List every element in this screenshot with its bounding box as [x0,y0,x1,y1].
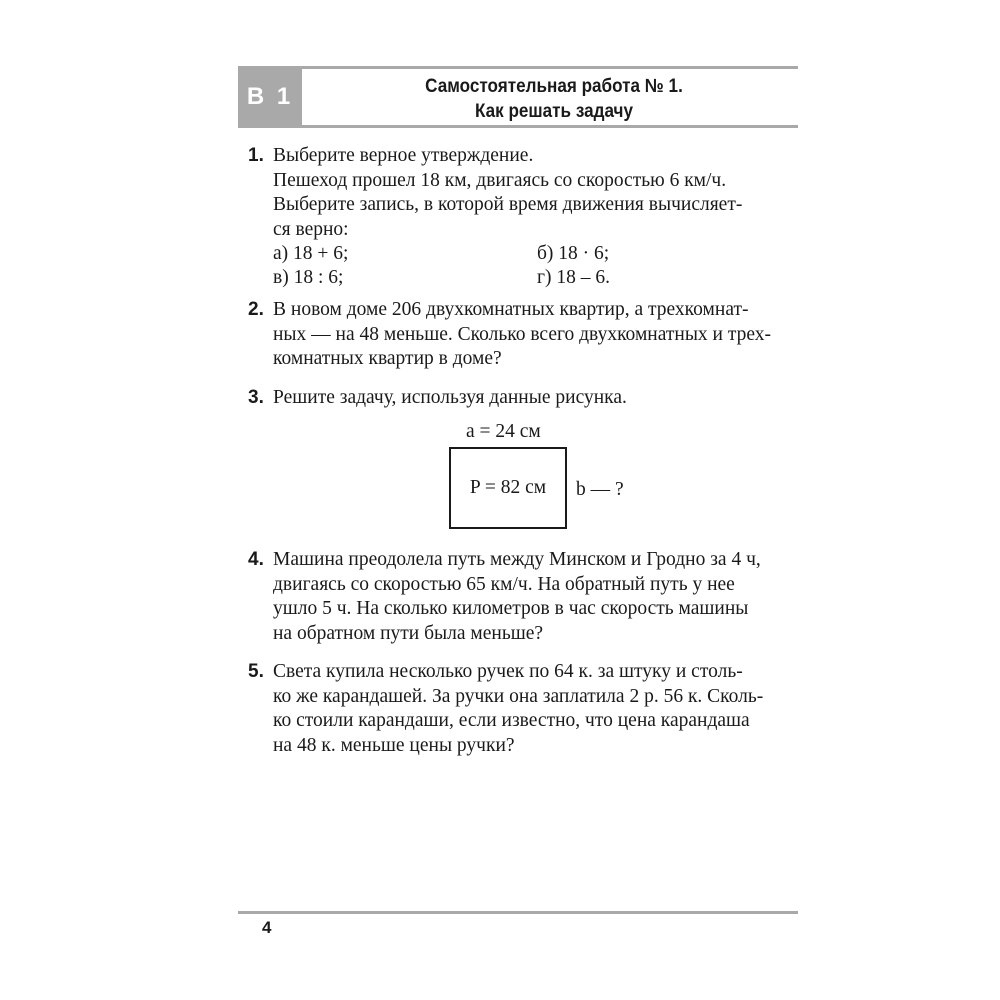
variant-badge: В 1 [238,66,302,128]
task-number: 2. [248,299,264,320]
task-line: на обратном пути была меньше? [273,622,544,644]
task-line: комнатных квартир в доме? [273,348,502,369]
task-number: 3. [248,387,264,408]
page-number: 4 [262,918,272,937]
task-line: двигаясь со скоростью 65 км/ч. На обратный путь у нее [273,573,735,595]
task-number: 5. [248,661,264,682]
task-line: ушло 5 ч. На сколько километров в час скорость машины [273,598,749,619]
task-number: 1. [248,145,264,166]
task-line: Машина преодолела путь между Минском и Гродно за 4 ч, [273,549,761,570]
task-line: Выберите запись, в которой время движения вычисляет- [273,194,743,215]
title-line-2: Как решать задачу [474,101,633,122]
title-line-1: Самостоятельная работа № 1. [425,76,683,97]
header-bottom-rule [302,125,798,128]
option-v: в) 18 : 6; [273,267,344,288]
task-text [273,660,801,758]
footer-rule [238,911,798,914]
task-line: ко стоили карандаши, если известно, что цена карандаша [273,710,750,731]
page-title [334,74,773,124]
task-line: ся верно: [273,218,349,240]
side-a-label: a = 24 см [466,421,541,442]
option-g: г) 18 – 6. [537,267,610,288]
option-a: а) 18 + 6; [273,243,349,264]
task-line: Света купила несколько ручек по 64 к. за штуку и столь- [273,661,743,682]
rectangle-figure [449,447,567,529]
perimeter-label: P = 82 см [469,477,547,498]
task-text [273,298,801,372]
task-text [273,144,801,242]
task-line: Выберите верное утверждение. [273,145,534,166]
task-text [273,548,801,646]
header-top-rule [238,66,798,69]
task-line: В новом доме 206 двухкомнатных квартир, а трехкомнат- [273,299,749,320]
option-b: б) 18 · 6; [537,243,610,264]
task-line: Решите задачу, используя данные рисунка. [273,387,627,408]
task-line: ных — на 48 меньше. Сколько всего двухкомнатных и трех- [273,323,772,345]
task-text [273,386,801,411]
task-line: Пешеход прошел 18 км, двигаясь со скоростью 6 км/ч. [273,169,727,191]
task-line: ко же карандашей. За ручки она заплатила 2 р. 56 к. Сколь- [273,685,764,707]
task-number: 4. [248,549,264,570]
task-line: на 48 к. меньше цены ручки? [273,734,515,756]
side-b-label: b — ? [576,479,624,500]
